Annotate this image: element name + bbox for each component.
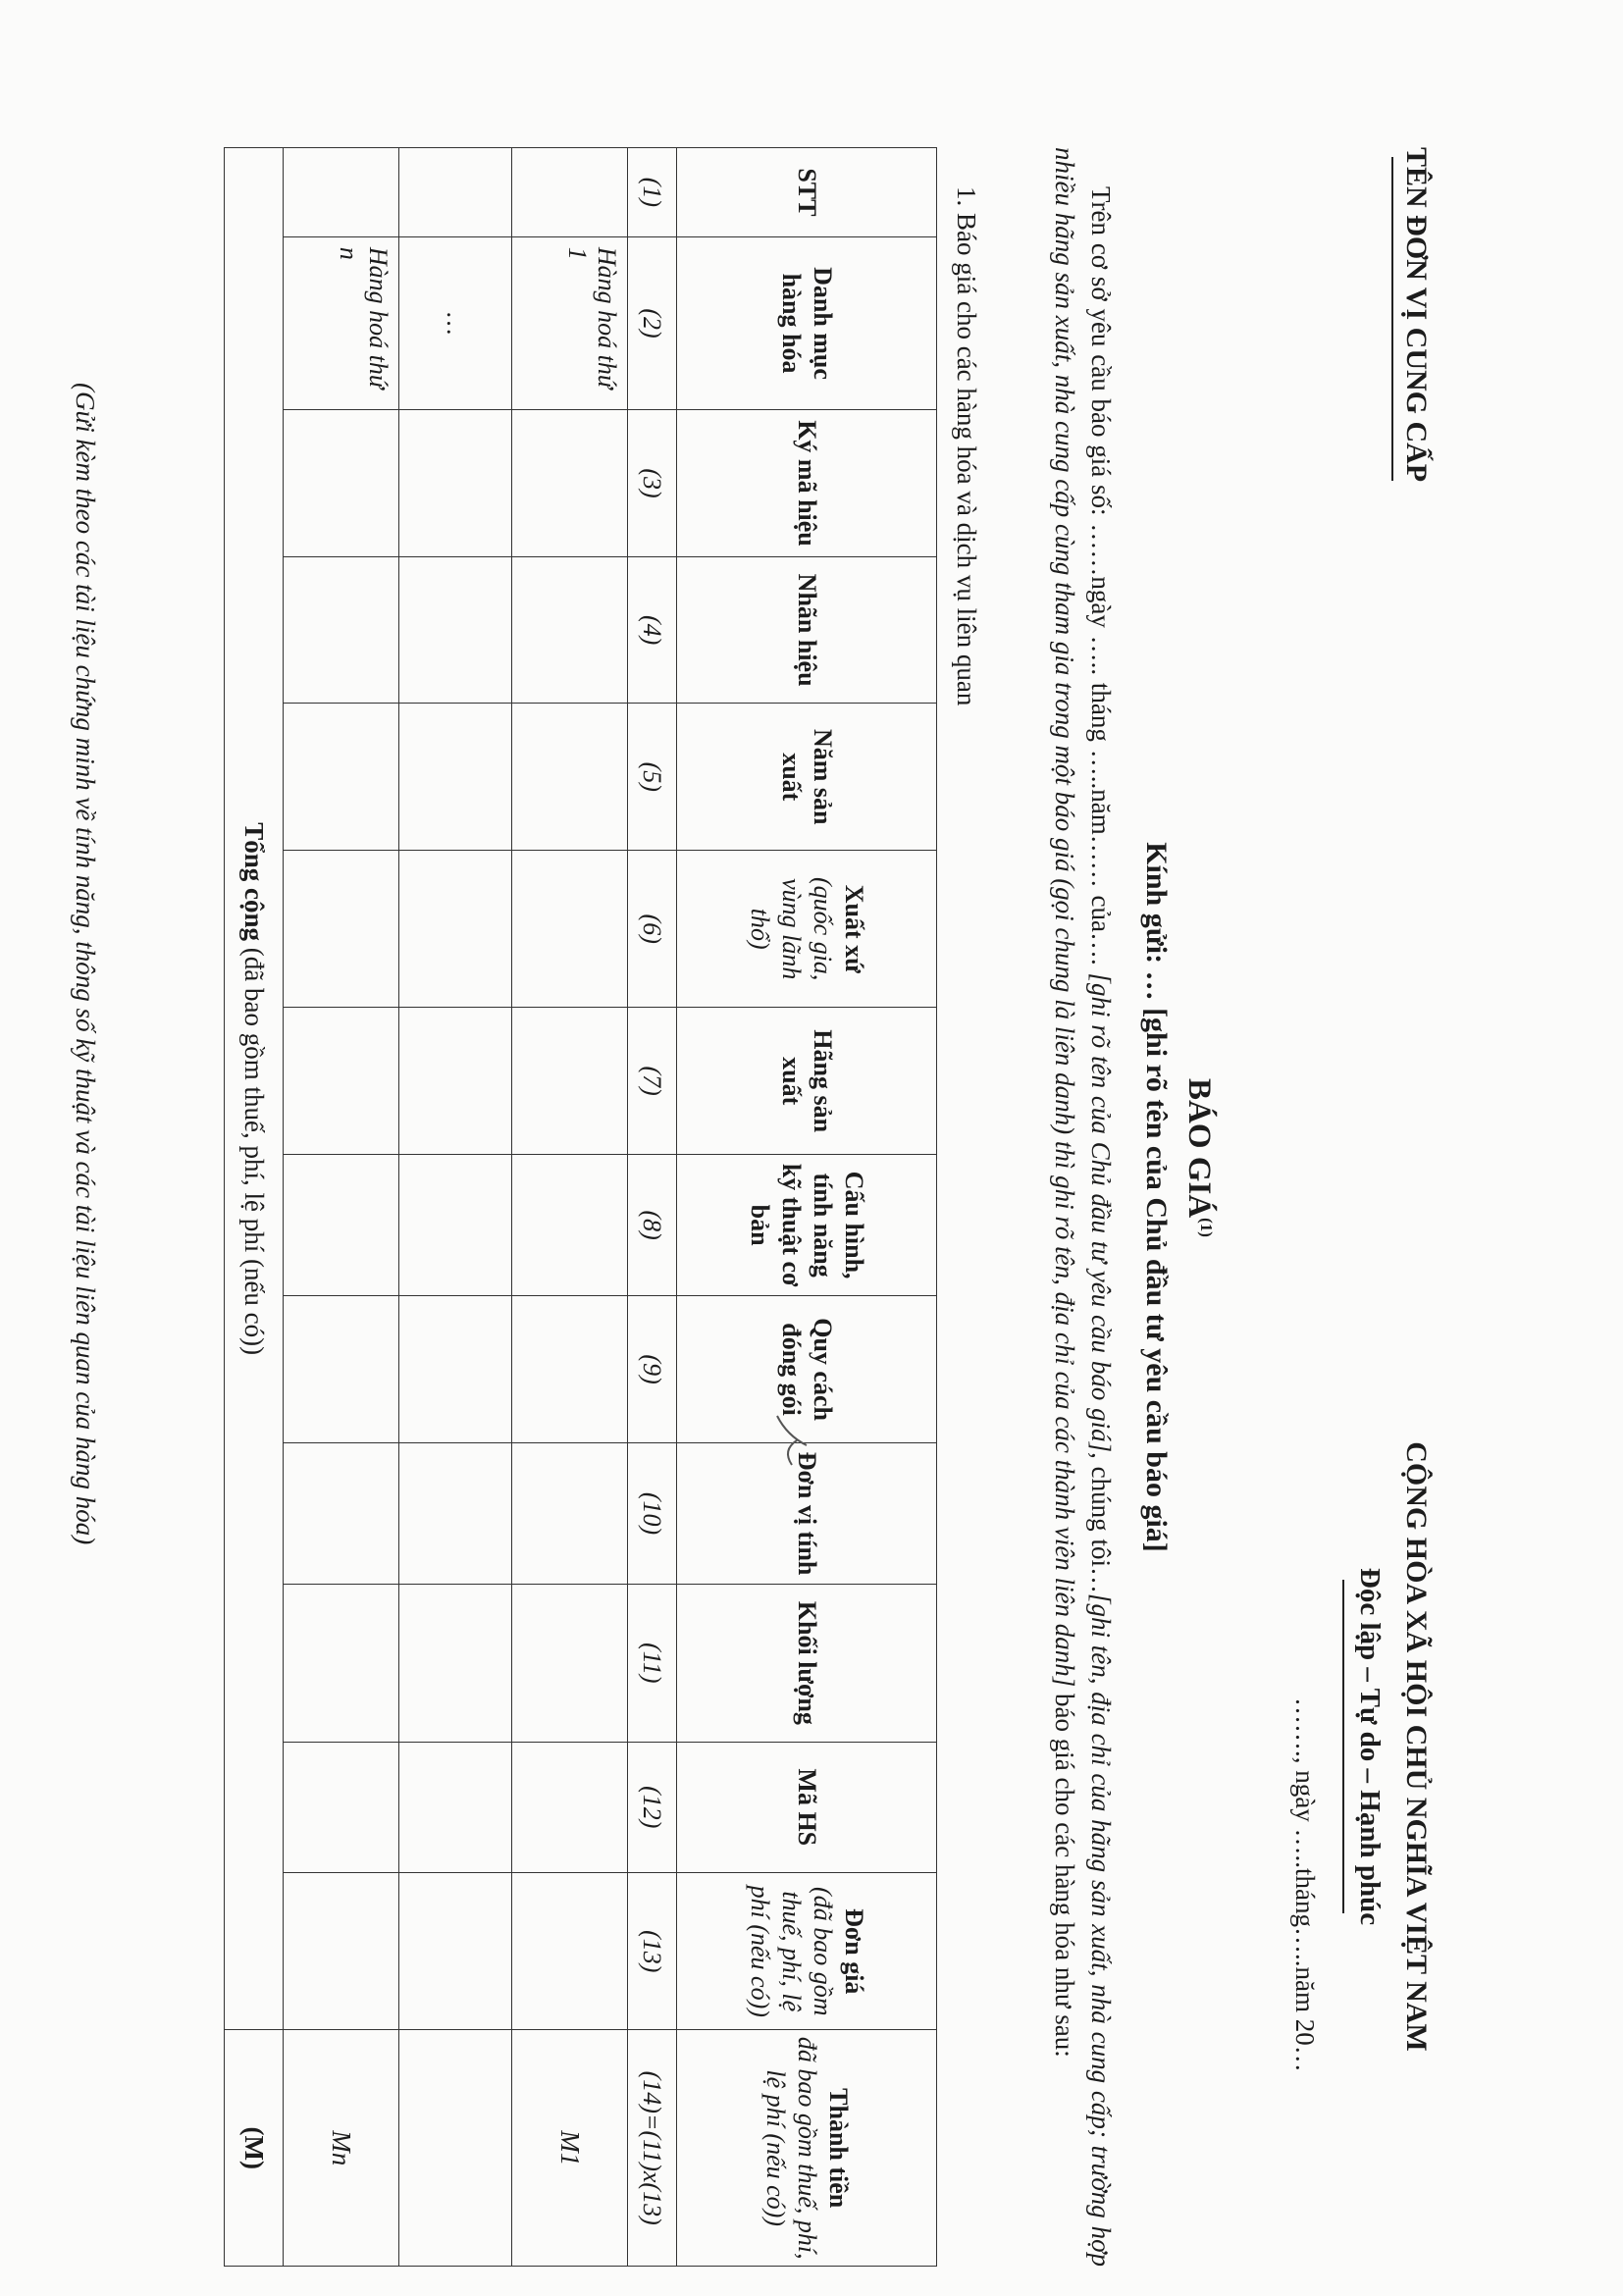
table-cell: [284, 1585, 399, 1742]
table-cell: [512, 410, 628, 557]
header-cell: Quy cách đóng gói: [677, 1296, 937, 1443]
table-cell: [399, 1008, 512, 1155]
rotated-document: [59, 29, 1492, 2276]
header-cell: Đơn vị tính: [677, 1442, 937, 1584]
table-cell: [399, 851, 512, 1008]
national-title: CỘNG HÒA XÃ HỘI CHỦ NGHĨA VIỆT NAM: [1400, 1441, 1433, 2052]
column-number: (14)=(11)x(13): [628, 2030, 677, 2267]
total-value: (M): [225, 2030, 284, 2267]
column-number: (12): [628, 1742, 677, 1873]
table-cell: [512, 1008, 628, 1155]
header-cell: [677, 1873, 937, 2030]
header-sub: đã bao gồm thuế, phí, lệ phí (nếu có)): [761, 2036, 821, 2260]
addressee: Kính gửi: … [ghi rõ tên của Chủ đầu tư yêu cầu báo giá]: [1140, 842, 1173, 1552]
item-amount: Mn: [284, 2030, 399, 2267]
column-number: (8): [628, 1155, 677, 1296]
table-header-row: [677, 148, 937, 2267]
header-main: Thành tiền: [824, 2088, 853, 2209]
table-cell: [512, 1296, 628, 1443]
intro-paragraph: [1046, 147, 1119, 2267]
header-cell: Khối lượng: [677, 1585, 937, 1742]
table-row: [399, 148, 512, 2267]
quotation-table: [224, 147, 937, 2267]
table-cell: [284, 1155, 399, 1296]
section-heading: 1. Báo giá cho các hàng hóa và dịch vụ liên quan: [952, 186, 981, 706]
column-number: (13): [628, 1873, 677, 2030]
footer-note: (Gửi kèm theo các tài liệu chứng minh về tính năng, thông số kỹ thuật và các tài liệu liên quan của hàng hóa): [71, 383, 100, 1545]
header-cell: Danh mục hàng hóa: [677, 236, 937, 409]
total-label-bold: Tổng cộng: [239, 822, 269, 942]
column-number: (10): [628, 1442, 677, 1584]
column-number: (9): [628, 1296, 677, 1443]
table-cell: [284, 704, 399, 851]
organization-underline: [1391, 157, 1393, 481]
column-number: (3): [628, 410, 677, 557]
item-name: Hàng hoá thứ 1: [512, 236, 628, 409]
header-cell: Cấu hình, tính năng kỹ thuật cơ bản: [677, 1155, 937, 1296]
motto-underline: [1342, 1580, 1344, 1913]
header-main: Đơn giá: [840, 1908, 868, 1995]
pen-mark: [758, 1411, 816, 1470]
table-cell: [512, 556, 628, 704]
intro-part-2: [ghi rõ tên của Chủ đầu tư yêu cầu báo giá]: [1086, 972, 1116, 1453]
column-number: (2): [628, 236, 677, 409]
table-cell: [399, 410, 512, 557]
date-line: ……., ngày …..tháng…..năm 20…: [1290, 1697, 1320, 2072]
header-cell: [677, 2030, 937, 2267]
column-number: (6): [628, 851, 677, 1008]
title-footnote: (1): [1197, 1218, 1216, 1237]
table-cell: [399, 556, 512, 704]
table-cell: [399, 1442, 512, 1584]
header-cell: Hãng sản xuất: [677, 1008, 937, 1155]
title-text: BÁO GIÁ: [1181, 1078, 1217, 1219]
table-cell: [399, 1873, 512, 2030]
column-number: (4): [628, 556, 677, 704]
table-cell: [512, 1873, 628, 2030]
item-name: …: [399, 236, 512, 409]
table-cell: [399, 1296, 512, 1443]
table-row: [512, 148, 628, 2267]
table-cell: [512, 1742, 628, 1873]
table-cell: [512, 704, 628, 851]
header-cell: [677, 851, 937, 1008]
national-motto: Độc lập – Tự do – Hạnh phúc: [1354, 1567, 1386, 1926]
table-cell: [512, 1155, 628, 1296]
header-cell: Nhãn hiệu: [677, 556, 937, 704]
column-number: (7): [628, 1008, 677, 1155]
table-cell: [399, 704, 512, 851]
table-row: [284, 148, 399, 2267]
table-cell: [512, 851, 628, 1008]
header-sub: (đã bao gồm thuế, phí, lệ phí (nếu có)): [746, 1885, 837, 2017]
column-number: (5): [628, 704, 677, 851]
table-cell: [284, 556, 399, 704]
intro-part-3: , chúng tôi…: [1086, 1452, 1116, 1593]
header-cell: Ký mã hiệu: [677, 410, 937, 557]
header-sub: (quốc gia, vùng lãnh thổ): [746, 877, 837, 981]
table-cell: [284, 1873, 399, 2030]
column-number-row: [628, 148, 677, 2267]
table-cell: [399, 1155, 512, 1296]
item-amount: M1: [512, 2030, 628, 2267]
item-amount: [399, 2030, 512, 2267]
total-row: [225, 148, 284, 2267]
table-cell: [399, 148, 512, 237]
table-cell: [399, 1742, 512, 1873]
table-cell: [284, 1008, 399, 1155]
document-title: [1180, 814, 1217, 1501]
column-number: (11): [628, 1585, 677, 1742]
total-label-rest: (đã bao gồm thuế, phí, lệ phí (nếu có)): [239, 941, 269, 1356]
table-cell: [284, 1442, 399, 1584]
table-cell: [512, 1585, 628, 1742]
intro-part-1: Trên cơ sở yêu cầu báo giá số: ……ngày ….. tháng …..năm…… của….: [1086, 186, 1116, 973]
header-cell: Năm sản xuất: [677, 704, 937, 851]
table-cell: [284, 1296, 399, 1443]
intro-part-5: báo giá cho các hàng hóa như sau:: [1050, 1687, 1079, 2058]
table-cell: [284, 410, 399, 557]
header-cell: STT: [677, 148, 937, 237]
table-cell: [284, 851, 399, 1008]
table-cell: [284, 148, 399, 237]
total-label: [225, 148, 284, 2030]
column-number: (1): [628, 148, 677, 237]
organization-name: TÊN ĐƠN VỊ CUNG CẤP: [1400, 147, 1433, 483]
header-main: Xuất xứ: [840, 884, 868, 973]
header-cell: Mã HS: [677, 1742, 937, 1873]
table-cell: [512, 1442, 628, 1584]
table-cell: [512, 148, 628, 237]
intro-part-4: [ghi tên, địa chỉ của hãng sản xuất, nhà cung cấp; trường hợp nhiều hãng sản xuất, nhà cung cấp cùng tham gia trong một báo giá (gọi chung là liên danh) thì ghi rõ tên, địa chỉ của các thành viên liên danh]: [1050, 147, 1116, 2267]
table-cell: [399, 1585, 512, 1742]
item-name: Hàng hoá thứ n: [284, 236, 399, 409]
table-cell: [284, 1742, 399, 1873]
